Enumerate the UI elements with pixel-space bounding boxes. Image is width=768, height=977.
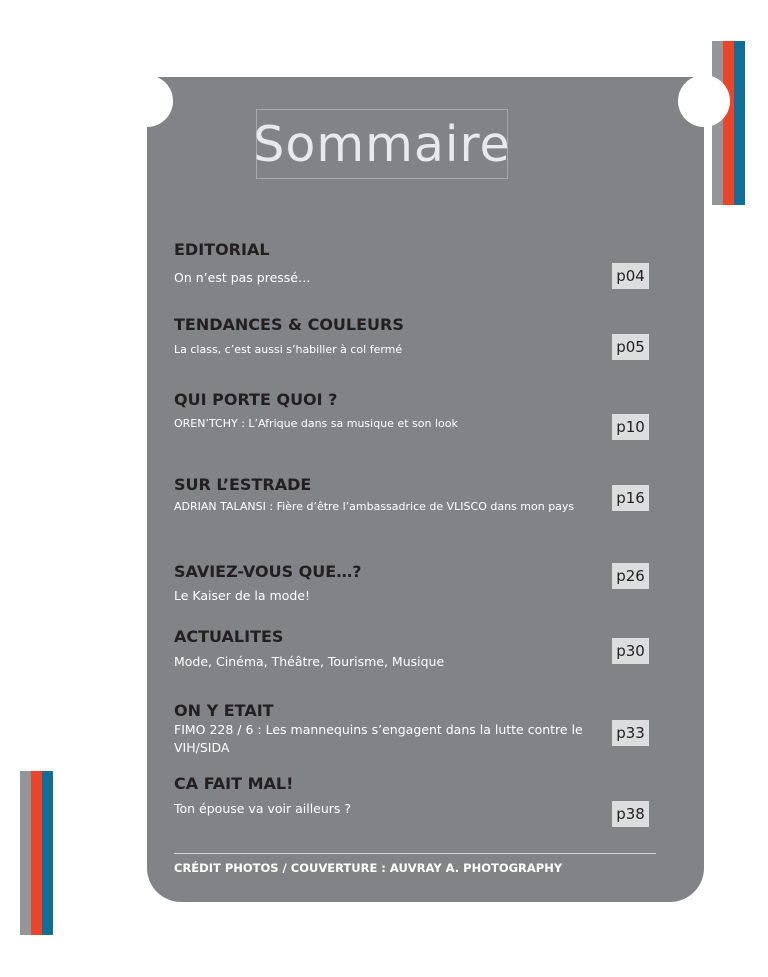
page-number-qui-porte-quoi[interactable]: p10 <box>612 414 649 440</box>
section-description-on-y-etait: FIMO 228 / 6 : Les mannequins s’engagent dans la lutte contre le VIH/SIDA <box>174 722 583 755</box>
section-description-sur-l-estrade: ADRIAN TALANSI : Fière d’être l’ambassadrice de VLISCO dans mon pays <box>174 500 575 513</box>
divider <box>174 853 656 854</box>
page-number-sur-l-estrade[interactable]: p16 <box>612 485 649 511</box>
section-description-editorial: On n’est pas pressé… <box>174 270 311 285</box>
title-frame <box>253 109 511 179</box>
section-description-qui-porte-quoi: OREN’TCHY : L’Afrique dans sa musique et son look <box>174 417 458 430</box>
card-notch-left <box>121 75 173 127</box>
section-description-ca-fait-mal: Ton épouse va voir ailleurs ? <box>174 801 352 816</box>
page-number-on-y-etait[interactable]: p33 <box>612 720 649 746</box>
section-description-saviez-vous: Le Kaiser de la mode! <box>174 588 310 603</box>
section-heading-actualites: ACTUALITES <box>174 627 284 646</box>
card-notch-right <box>678 75 730 127</box>
contents-card <box>147 77 704 902</box>
decorative-stripes-bottom <box>20 771 53 935</box>
section-heading-on-y-etait: ON Y ETAIT <box>174 701 274 720</box>
page-number-ca-fait-mal[interactable]: p38 <box>612 801 649 827</box>
section-description-actualites: Mode, Cinéma, Théâtre, Tourisme, Musique <box>174 654 445 669</box>
section-heading-qui-porte-quoi: QUI PORTE QUOI ? <box>174 390 338 409</box>
page-number-editorial[interactable]: p04 <box>612 263 649 289</box>
section-heading-editorial: EDITORIAL <box>174 240 270 259</box>
page-number-tendances[interactable]: p05 <box>612 334 649 360</box>
section-heading-saviez-vous: SAVIEZ-VOUS QUE…? <box>174 562 362 581</box>
section-heading-tendances: TENDANCES & COULEURS <box>174 315 404 334</box>
photo-credit: CRÉDIT PHOTOS / COUVERTURE : AUVRAY A. PHOTOGRAPHY <box>174 861 563 875</box>
page-number-saviez-vous[interactable]: p26 <box>612 563 649 589</box>
page-number-actualites[interactable]: p30 <box>612 638 649 664</box>
page-title: Sommaire <box>253 115 511 173</box>
section-description-tendances: La class, c’est aussi s’habiller à col fermé <box>174 343 403 356</box>
section-heading-ca-fait-mal: CA FAIT MAL! <box>174 774 294 793</box>
section-heading-sur-l-estrade: SUR L’ESTRADE <box>174 475 312 494</box>
